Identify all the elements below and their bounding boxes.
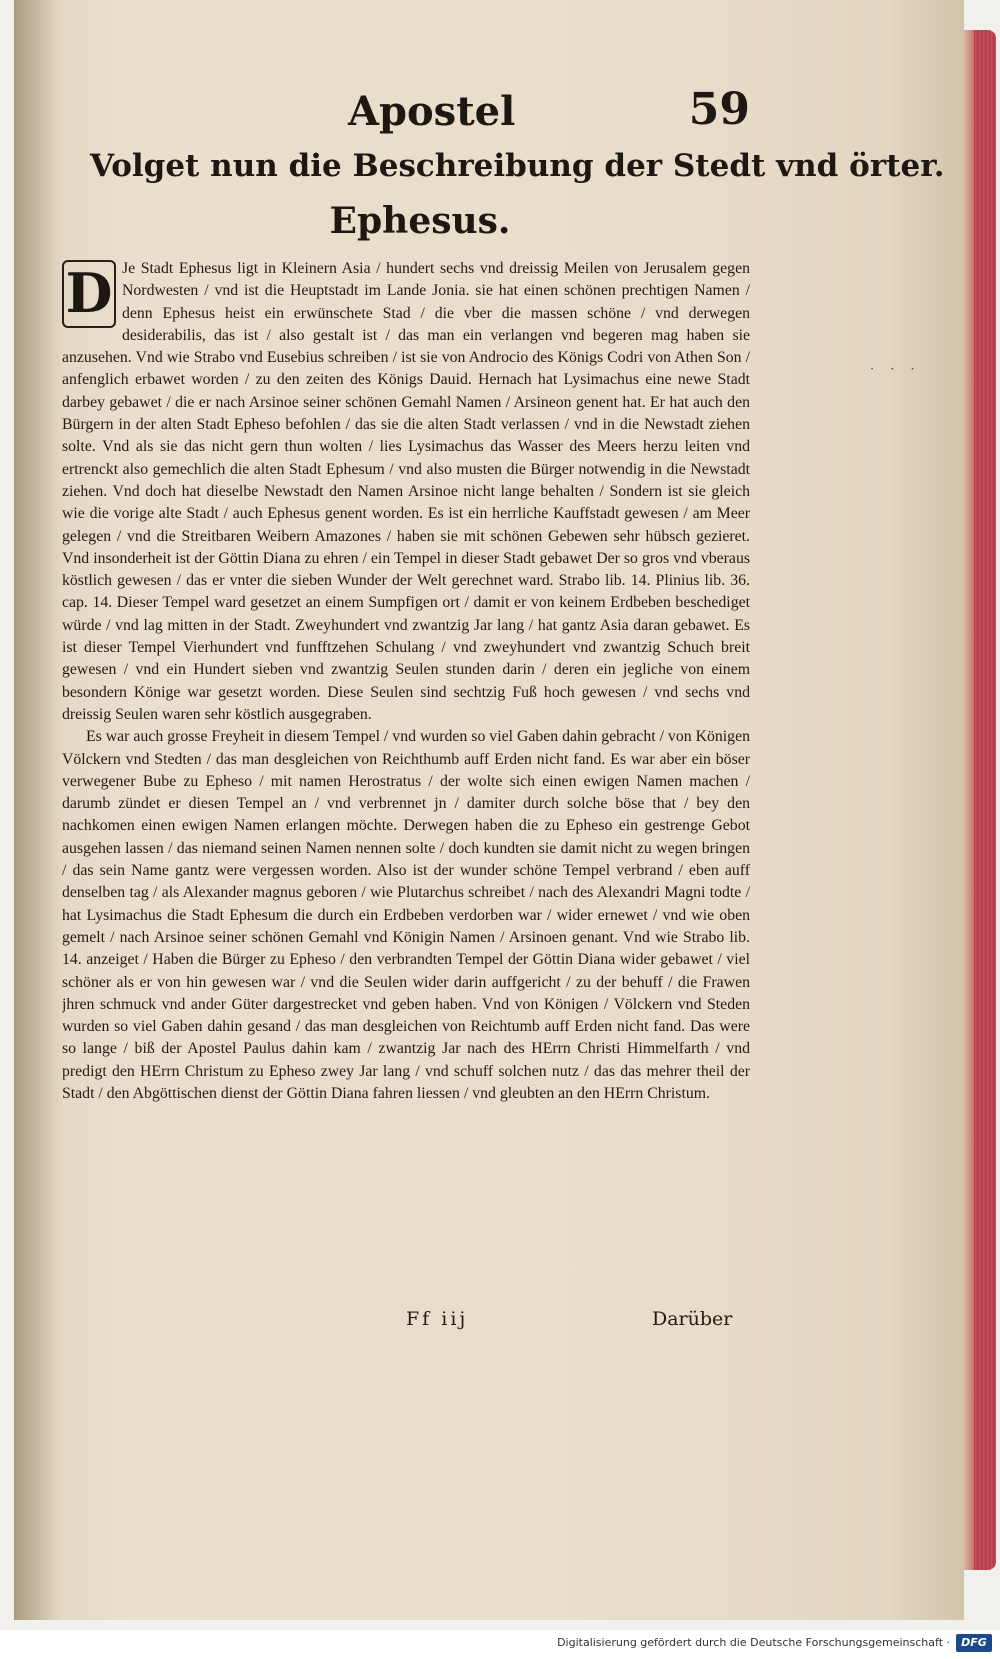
page-gutter-shadow: [14, 0, 62, 1620]
running-header: [90, 84, 750, 140]
credit-text: Digitalisierung gefördert durch die Deutsche Forschungsgemeinschaft ·: [557, 1636, 950, 1649]
margin-specks: · · ·: [870, 362, 921, 377]
credit-bar: [0, 1630, 1000, 1659]
subheading: Ephesus.: [329, 200, 511, 242]
red-book-edge: [974, 30, 996, 1570]
dropcap-initial: D: [62, 260, 116, 328]
page-number: 59: [688, 84, 750, 135]
signature-mark: Ff iij: [406, 1308, 469, 1330]
paragraph-2: Es war auch grosse Freyheit in diesem Tempel / vnd wurden so viel Gaben dahin gebracht / von Königen Völckern vnd Stedten / das man desgleichen von Reichthumb auff Erden nicht fand. Es war aber ein böser verwegener Bube zu Epheso / mit namen Herostratus / der wolte sich einen ewigen Namen machen / darumb zündet er diesen Tempel an / vnd verbrennet jn / damiter durch solche böse that / bey den nachkomen einen ewigen Namen erlangen möchte. Derwegen haben die zu Epheso ein gestrenge Gebot ausgehen lassen / das niemand seinen Namen nennen solte / doch kundten sie damit nicht zu wegen bringen / das sein Name gantz were vergessen worden. Also ist der wunder schöne Tempel verbrand / eben auff denselben tag / als Alexander magnus geboren / wie Plutarchus schreibet / nach des Alexandri Magni todte / hat Lysimachus die Stadt Ephesum die durch ein Erdbeben verdorben war / wider ernewet / vnd wie oben gemelt / nach Arsinoe seiner schönen Gemahl vnd Königin Namen / Arsinoen genant. Vnd wie Strabo lib. 14. anzeiget / Haben die Bürger zu Epheso / den verbrandten Tempel der Göttin Diana wider gebawet / viel schöner als er von hin gewesen war / vnd die Seulen wider darin auffgericht / zu der behuff / die Frawen jhren schmuck vnd ander Güter dargestrecket vnd geben haben. Vnd von Königen / Völckern vnd Steden wurden so viel Gaben dahin gesand / das man desgleichen von Reichtumb auff Erden nicht fand. Das were so lange / biß der Apostel Paulus dahin kam / zwantzig Jar nach des HErrn Christi Himmelfarth / vnd predigt den HErrn Christum zu Epheso zwey Jar lang / vnd schuff solchen nutz / das das mehrer theil der Stadt / den Abgöttischen dienst der Göttin Diana fahren liessen / vnd gleubten an den HErrn Christum.: [62, 728, 750, 1102]
section-title: Volget nun die Beschreibung der Stedt vnd örter.: [90, 148, 945, 184]
catchword: Darüber: [652, 1308, 733, 1330]
paragraph-1-text: Je Stadt Ephesus ligt in Kleinern Asia / hundert sechs vnd dreissig Meilen von Jerusalem gegen Nordwesten / vnd ist die Heuptstadt im Lande Jonia. sie hat einen schönen prechtigen Namen / denn Ephesus heist ein erwünschete Stad / die vber die massen schöne / vnd derwegen desiderabilis, das ist / also gestalt ist / das man ein verlangen vnd begeren mag haben sie anzusehen. Vnd wie Strabo vnd Eusebius schreiben / ist sie von Androcio des Königs Codri von Athen Son / anfenglich erbawet worden / zu den zeiten des Königs Dauid. Hernach hat Lysimachus eine newe Stadt darbey gebawet / die er nach Arsinoe seiner schönen Gemahl Namen / Arsineon genent hat. Er hat auch den Bürgern in der alten Stadt Epheso befohlen / das sie die alten Stadt verlassen / vnd in die Newstadt ziehen solte. Vnd als sie das nicht gern thun wolten / lies Lysimachus das Wasser des Meers herzu leiten vnd ertrenckt also gemechlich die alten Stadt Ephesum / vnd also musten die Bürger notwendig in die Newstadt ziehen. Vnd doch hat dieselbe Newstadt den Namen Arsinoe nicht lange behalten / Sondern ist sie gleich wie die vorige alte Stadt / auch Ephesus genent worden. Es ist ein herrliche Kauffstadt gewesen / am Meer gelegen / vnd die Streitbaren Weibern Amazones / haben sie mit schönen Gebewen sehr hübsch gezieret. Vnd insonderheit ist der Göttin Diana zu ehren / ein Tempel in dieser Stadt gebawet Der so gros vnd vberaus köstlich gewesen / das er vnter die sieben Wunder der Welt gerechnet ward. Strabo lib. 14. Plinius lib. 36. cap. 14. Dieser Tempel ward gesetzet an einem Sumpfigen ort / damit er von keinem Erdbeben beschediget würde / vnd lag mitten in der Stadt. Zweyhundert vnd zwantzig Jar lang / hat gantz Asia daran gebawet. Es ist dieser Tempel Vierhundert vnd funfftzehen Schulang / vnd zweyhundert vnd zwantzig Schuch breit gewesen / vnd ein Hundert sieben vnd zwantzig Seulen stunden darin / deren ein jegliche von einem besondern Könige war gesetzt worden. Diese Seulen sind sechtzig Fuß hoch gewesen / vnd sechs vnd dreissig Seulen waren sehr köstlich ausgegraben.: [62, 260, 750, 723]
page-edge: [964, 30, 974, 1570]
paragraph-1: [62, 258, 750, 726]
dfg-logo: DFG: [956, 1634, 992, 1652]
running-title: Apostel: [348, 88, 516, 135]
body-text: [62, 258, 750, 1298]
